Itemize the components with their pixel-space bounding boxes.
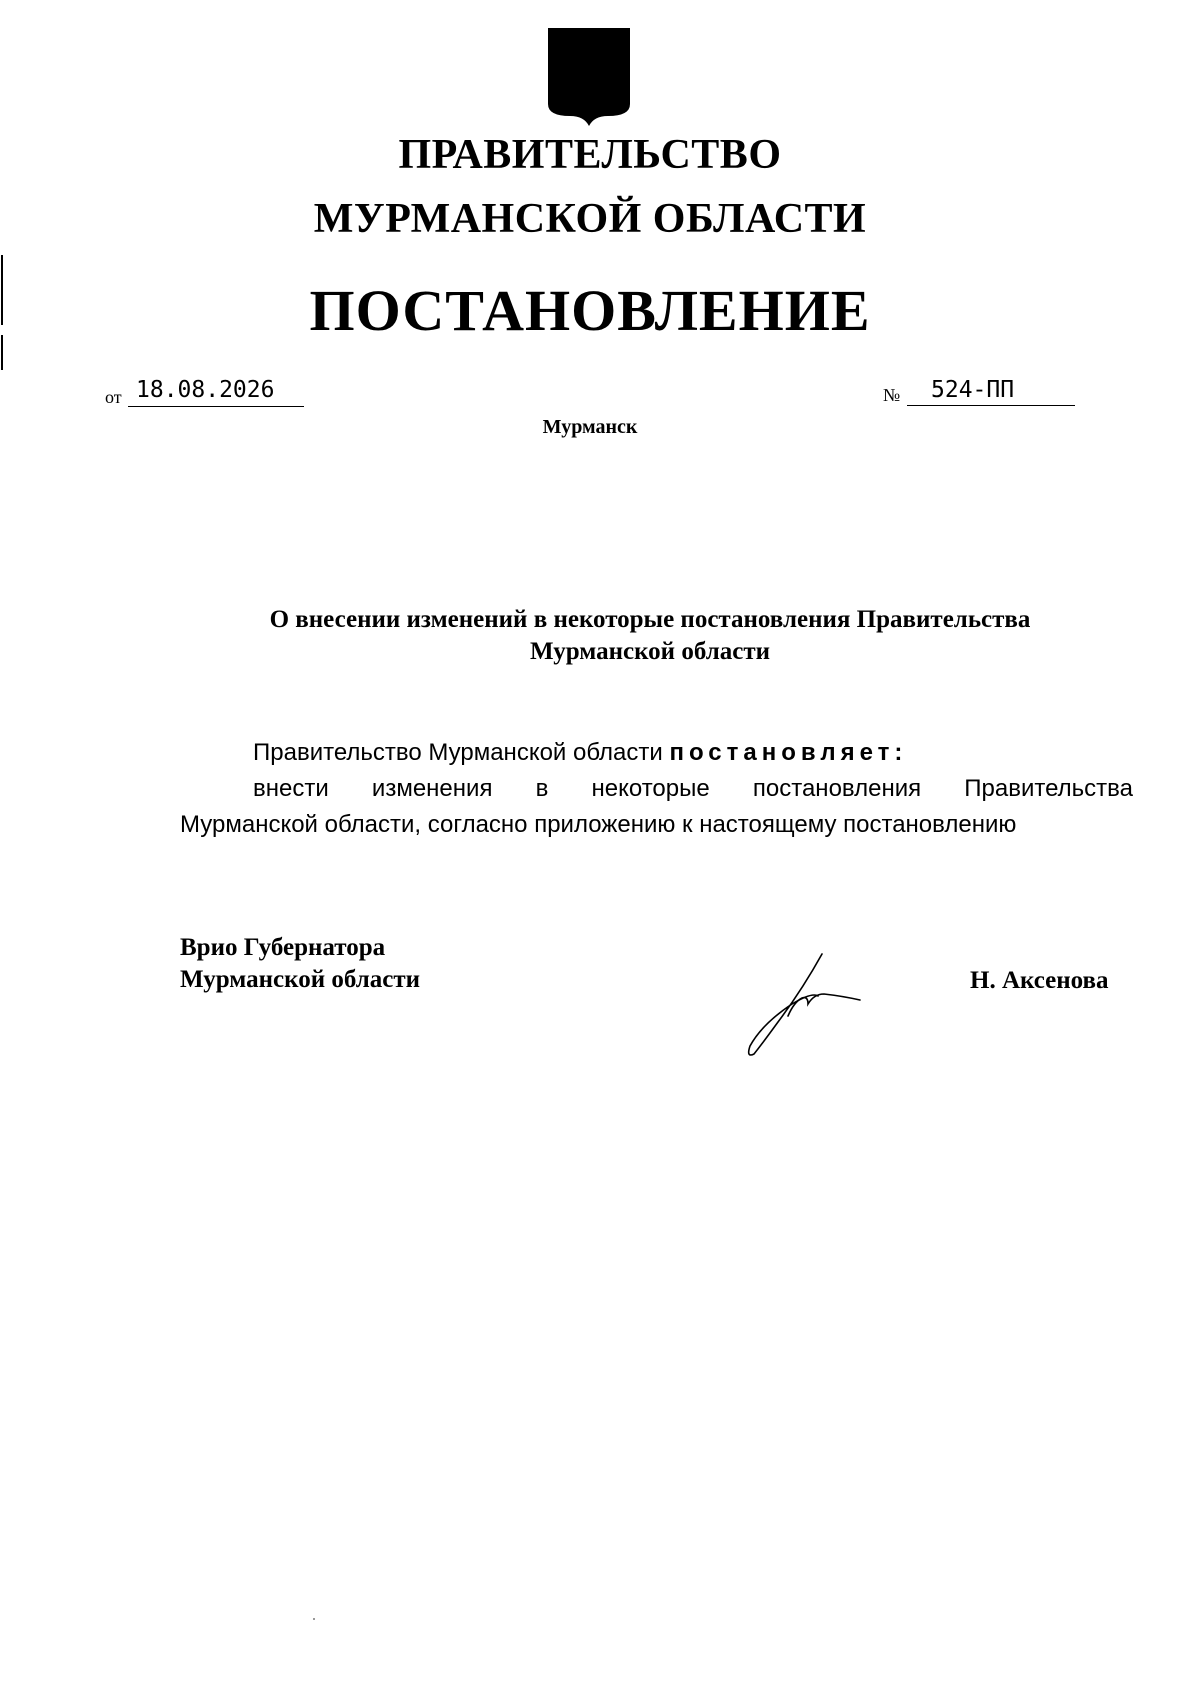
number-field: 524-ПП: [907, 374, 1075, 406]
body-line-2: внести изменения в некоторые постановления Правительства: [253, 775, 1133, 802]
body-resolves-keyword: постановляет:: [669, 739, 908, 766]
subject-line-1: О внесении изменений в некоторые постановления Правительства: [269, 606, 1031, 633]
date-prefix-label: от: [105, 387, 122, 407]
document-subject: [180, 604, 1120, 668]
city-label: Мурманск: [542, 416, 638, 438]
body-intro: Правительство Мурманской области: [253, 739, 663, 766]
signatory-title: [180, 932, 420, 996]
subject-line-2: Мурманской области: [529, 638, 771, 665]
number-prefix-label: №: [883, 385, 901, 405]
body-line-1: [180, 735, 1133, 771]
date-field: 18.08.2026: [128, 374, 304, 407]
document-body: [180, 735, 1133, 843]
signatory-title-line-2: Мурманской области: [180, 966, 421, 993]
coat-of-arms-icon: [548, 28, 630, 126]
scan-speck: [313, 1618, 315, 1620]
signatory-title-line-1: Врио Губернатора: [180, 934, 386, 961]
org-name-line-1: ПРАВИТЕЛЬСТВО: [398, 132, 782, 178]
document-type-title: ПОСТАНОВЛЕНИЕ: [309, 278, 871, 343]
handwritten-signature: [730, 950, 870, 1060]
body-line-3: Мурманской области, согласно приложению к настоящему постановлению: [180, 811, 1017, 838]
signatory-name: Н. Аксенова: [970, 967, 1109, 994]
org-name-line-2: МУРМАНСКОЙ ОБЛАСТИ: [313, 196, 867, 242]
scan-edge-mark: [1, 335, 3, 370]
